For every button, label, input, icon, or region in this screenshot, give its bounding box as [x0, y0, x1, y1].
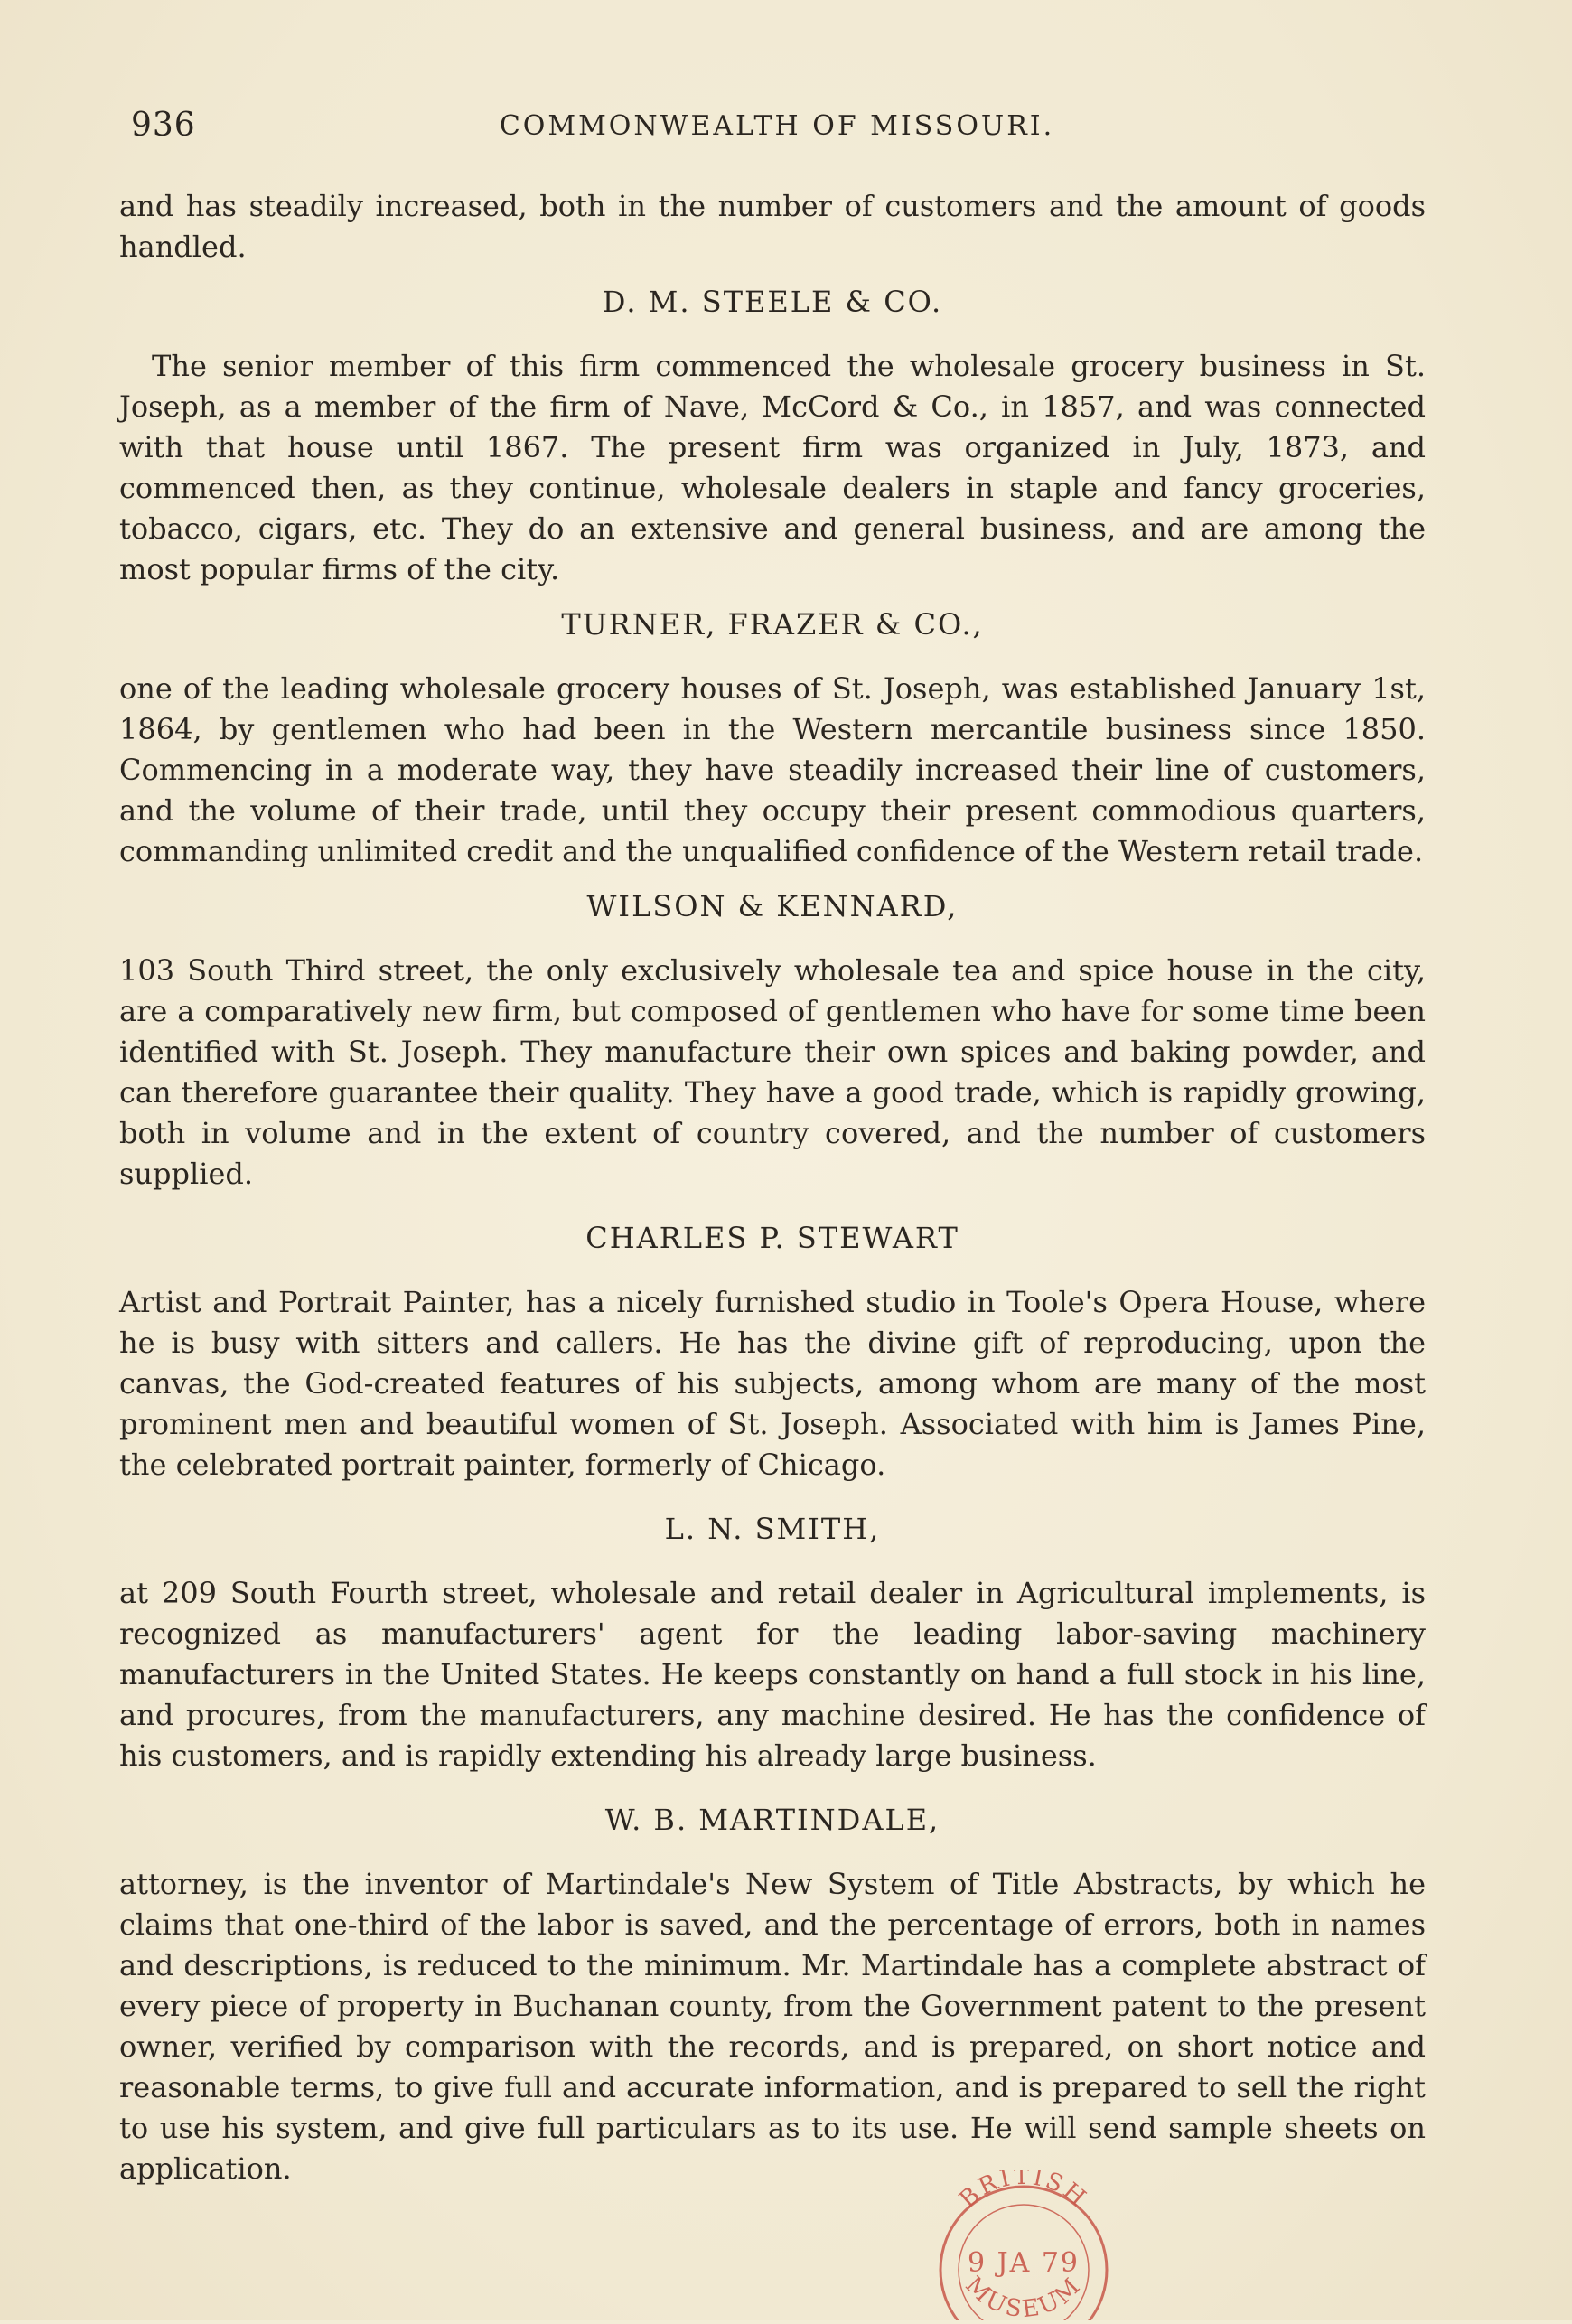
entry-heading-wilson-kennard: WILSON & KENNARD, — [586, 889, 959, 923]
entry-body-turner-frazer: one of the leading wholesale grocery houses of St. Joseph, was established January 1st, 1864, by gentlemen who had been in the Western mercantile business since 1850. Commencing in a moderate way, they have steadily increased their line of customers, and the volume of their trade, until they occupy their present commodious quarters, commanding unlimited credit and the unqualified confidence of the Western retail trade. — [119, 671, 1426, 868]
stamp-top-text: BRITISH — [954, 2170, 1093, 2214]
entry-heading-steele: D. M. STEELE & CO. — [602, 285, 943, 319]
page-body — [119, 186, 1426, 2189]
entry-body-stewart: Artist and Portrait Painter, has a nicely furnished studio in Toole's Opera House, where he is busy with sitters and callers. He has the divine gift of reproducing, upon the canvas, the God-created features of his subjects, among whom are many of the most prominent men and beautiful women of St. Joseph. Associated with him is James Pine, the celebrated portrait painter, formerly of Chicago. — [119, 1285, 1426, 1482]
intro-continuation: and has steadily increased, both in the number of customers and the amount of goods handled. — [119, 189, 1426, 264]
entry-body-martindale: attorney, is the inventor of Martindale's New System of Title Abstracts, by which he claims that one-third of the labor is saved, and the percentage of errors, both in names and descriptions, is reduced to the minimum. Mr. Martindale has a complete abstract of every piece of property in Buchanan county, from the Government patent to the present owner, verified by comparison with the records, and is prepared, on short notice and reasonable terms, to give full and accurate information, and is prepared to sell the right to use his system, and give full particulars as to its use. He will send sample sheets on application. — [119, 1867, 1426, 2186]
entry-heading-turner-frazer: TURNER, FRAZER & CO., — [561, 607, 984, 642]
entry-heading-martindale: W. B. MARTINDALE, — [604, 1803, 940, 1837]
running-title: COMMONWEALTH OF MISSOURI. — [499, 110, 1055, 142]
stamp-bottom-text: MUSEUM — [959, 2272, 1088, 2320]
entry-heading-stewart: CHARLES P. STEWART — [585, 1221, 959, 1255]
entry-body-smith: at 209 South Fourth street, wholesale and retail dealer in Agricultural implements, is recognized as manufacturers' agent for the leading labor-saving machinery manufacturers in the United States. He keeps constantly on hand a full stock in his line, and procures, from the manufacturers, any machine desired. He has the confidence of his customers, and is rapidly extending his already large business. — [119, 1576, 1426, 1773]
entry-heading-smith: L. N. SMITH, — [664, 1512, 881, 1546]
page-number: 936 — [131, 107, 196, 144]
stamp-graphic — [920, 2170, 1128, 2320]
stamp-date-text: 9 JA 79 — [967, 2247, 1081, 2279]
page-header — [131, 107, 1423, 152]
library-stamp — [920, 2170, 1128, 2320]
entry-body-steele: The senior member of this firm commenced the wholesale grocery business in St. Joseph, as a member of the firm of Nave, McCord & Co., in 1857, and was connected with that house until 1867. The present firm was organized in July, 1873, and commenced then, as they continue, wholesale dealers in staple and fancy groceries, tobacco, cigars, etc. They do an extensive and general business, and are among the most popular firms of the city. — [119, 349, 1426, 586]
entry-body-wilson-kennard: 103 South Third street, the only exclusively wholesale tea and spice house in the city, are a comparatively new firm, but composed of gentlemen who have for some time been identified with St. Joseph. They manufacture their own spices and baking powder, and can therefore guarantee their quality. They have a good trade, which is rapidly growing, both in volume and in the extent of country covered, and the number of customers supplied. — [119, 953, 1426, 1191]
